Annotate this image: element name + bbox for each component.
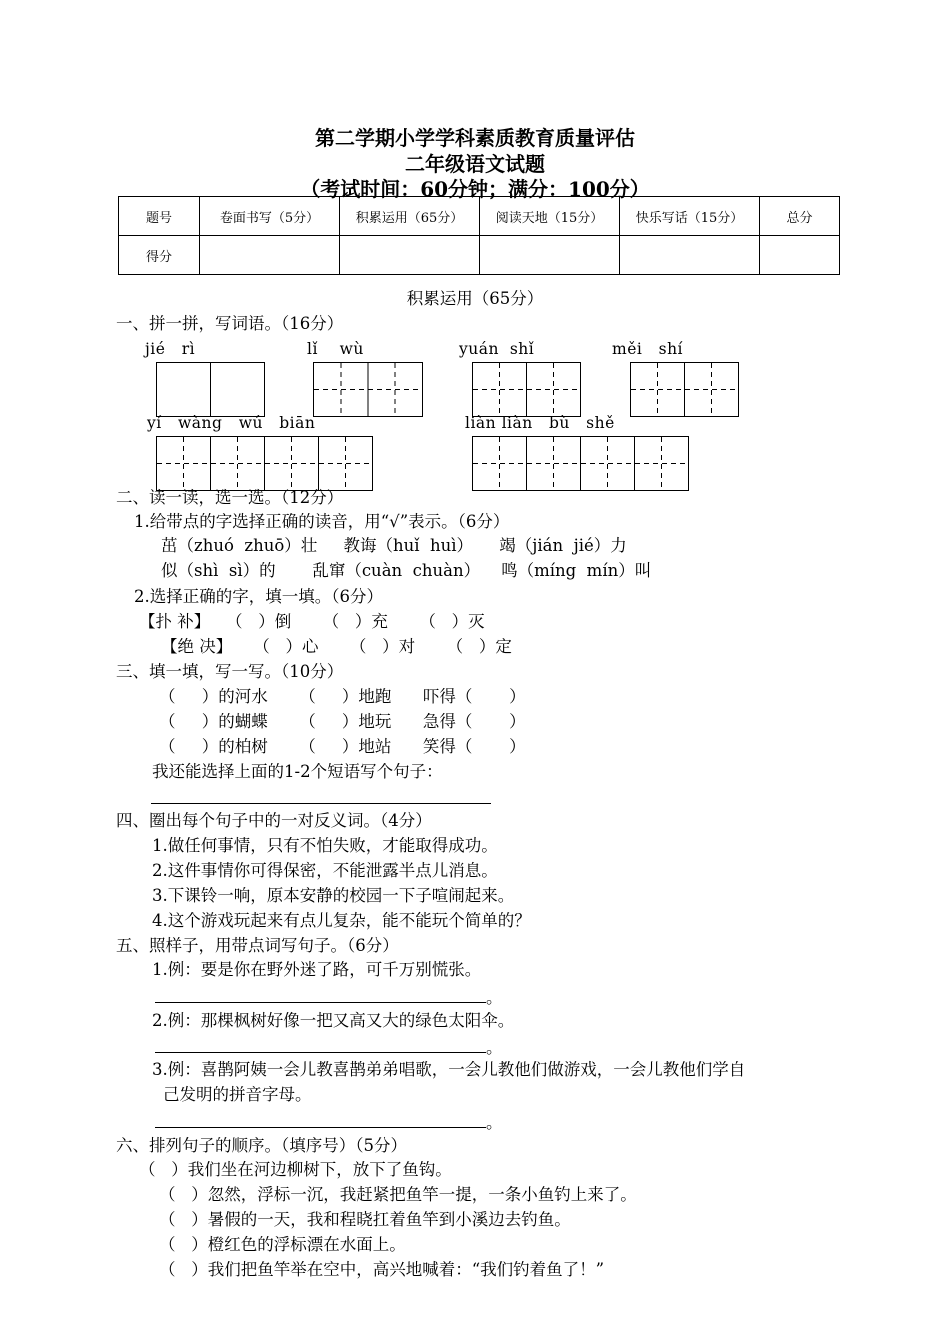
q2-part2-line2: 【绝 决】 （ ）心 （ ）对 （ ）定 — [161, 637, 512, 656]
pinyin-liwu: lǐ wù — [307, 340, 364, 358]
q2-part1-line1: 茁（zhuó zhuō）壮 教诲（huǐ huì） 竭（jián jié）力 — [161, 536, 627, 555]
q4-item: 1.做任何事情，只有不怕失败，才能取得成功。 — [152, 836, 498, 855]
q6-item: （ ）橙红色的浮标漂在水面上。 — [159, 1235, 406, 1254]
q6-item: （ ）忽然，浮标一沉，我赶紧把鱼竿一提，一条小鱼钓上来了。 — [159, 1185, 637, 1204]
answer-line[interactable] — [155, 1127, 486, 1128]
q6-title: 六、排列句子的顺序。（填序号）（5分） — [116, 1136, 407, 1155]
period-mark: 。 — [486, 1113, 503, 1132]
exam-title: 第二学期小学学科素质教育质量评估 — [315, 126, 635, 150]
q5-example-3b: 己发明的拼音字母。 — [163, 1085, 312, 1104]
q3-title: 三、填一填，写一写。（10分） — [116, 662, 344, 681]
score-header-cell: 阅读天地（15分） — [480, 197, 620, 236]
q2-part1: 1.给带点的字选择正确的读音，用“√”表示。（6分） — [134, 512, 510, 531]
score-row-label: 得分 — [119, 236, 200, 275]
score-header-cell: 积累运用（65分） — [340, 197, 480, 236]
q4-item: 2.这件事情你可得保密，不能泄露半点儿消息。 — [152, 861, 498, 880]
q5-example-2: 2.例：那棵枫树好像一把又高又大的绿色太阳伞。 — [152, 1011, 515, 1030]
q6-item: （ ）我们把鱼竿举在空中，高兴地喊着：“我们钓着鱼了！” — [159, 1260, 605, 1279]
q3-prompt: 我还能选择上面的1-2个短语写个句子： — [152, 762, 443, 781]
q2-part2: 2.选择正确的字，填一填。（6分） — [134, 587, 383, 606]
pinyin-jieri: jié rì — [145, 340, 196, 358]
q2-title: 二、读一读，选一选。（12分） — [116, 488, 344, 507]
q5-title: 五、照样子，用带点词写句子。（6分） — [116, 936, 399, 955]
exam-subtitle: 二年级语文试题 — [405, 152, 545, 176]
q3-line3: （ ）的柏树 （ ）地站 笑得（ ） — [159, 737, 526, 756]
pinyin-yuanshi: yuán shǐ — [459, 340, 535, 358]
q6-item: （ ）我们坐在河边柳树下，放下了鱼钩。 — [139, 1160, 452, 1179]
pinyin-yiwangwubian: yí wàng wú biān — [147, 414, 316, 432]
score-header-cell: 题号 — [119, 197, 200, 236]
section-title: 积累运用（65分） — [406, 289, 544, 308]
q2-part1-line2: 似（shì sì）的 乱窜（cuàn chuàn） 鸣（míng mín）叫 — [161, 561, 652, 580]
q5-example-1: 1.例：要是你在野外迷了路，可千万别慌张。 — [152, 960, 482, 979]
q4-item: 4.这个游戏玩起来有点儿复杂，能不能玩个简单的？ — [152, 911, 531, 930]
q3-line2: （ ）的蝴蝶 （ ）地玩 急得（ ） — [159, 712, 526, 731]
period-mark: 。 — [486, 988, 503, 1007]
answer-line[interactable] — [155, 1002, 486, 1003]
q2-part2-line1: 【扑 补】 （ ）倒 （ ）充 （ ）灭 — [139, 612, 485, 631]
score-header-cell: 总分 — [760, 197, 840, 236]
q6-item: （ ）暑假的一天，我和程晓扛着鱼竿到小溪边去钓鱼。 — [159, 1210, 571, 1229]
score-header-cell: 快乐写话（15分） — [620, 197, 760, 236]
q1-title: 一、拼一拼，写词语。（16分） — [116, 314, 344, 333]
answer-line[interactable] — [155, 1052, 486, 1053]
pinyin-lianlianbushe: liàn liàn bù shě — [465, 414, 615, 432]
period-mark: 。 — [486, 1038, 503, 1057]
q3-line1: （ ）的河水 （ ）地跑 吓得（ ） — [159, 687, 526, 706]
pinyin-meishi: měi shí — [612, 340, 684, 358]
q5-example-3a: 3.例：喜鹊阿姨一会儿教喜鹊弟弟唱歌，一会儿教他们做游戏，一会儿教他们学自 — [152, 1060, 746, 1079]
q4-item: 3.下课铃一响，原本安静的校园一下子喧闹起来。 — [152, 886, 515, 905]
exam-info: （考试时间：60分钟；满分：100分） — [300, 177, 650, 201]
q4-title: 四、圈出每个句子中的一对反义词。（4分） — [116, 811, 432, 830]
score-header-cell: 卷面书写（5分） — [200, 197, 340, 236]
answer-line[interactable] — [151, 803, 491, 804]
